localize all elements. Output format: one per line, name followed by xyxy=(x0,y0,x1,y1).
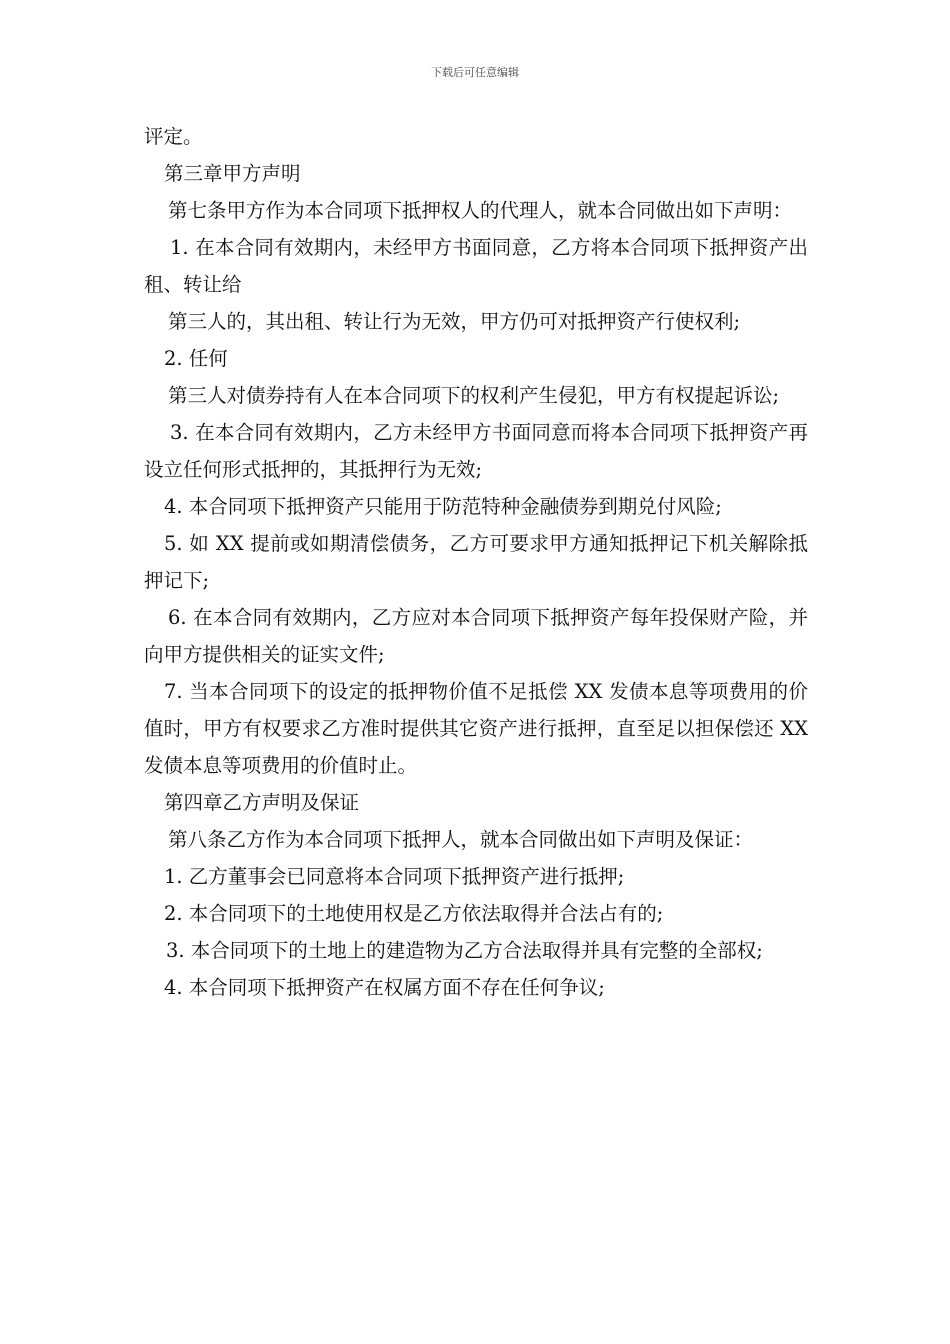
document-body xyxy=(144,118,808,1006)
paragraph: 第三人的，其出租、转让行为无效，甲方仍可对抵押资产行使权利; xyxy=(168,310,741,333)
list-item: 6. 在本合同有效期内，乙方应对本合同项下抵押资产每年投保财产险，并向甲方提供相关的证实文件; xyxy=(144,606,808,666)
list-item: 1. 乙方董事会已同意将本合同项下抵押资产进行抵押; xyxy=(164,865,625,888)
article-paragraph: 第八条乙方作为本合同项下抵押人，就本合同做出如下声明及保证： xyxy=(168,828,754,851)
list-item: 4. 本合同项下抵押资产在权属方面不存在任何争议; xyxy=(164,976,605,999)
list-item: 3. 本合同项下的土地上的建造物为乙方合法取得并具有完整的全部权; xyxy=(166,939,763,962)
chapter-heading: 第三章甲方声明 xyxy=(164,162,301,185)
list-item: 4. 本合同项下抵押资产只能用于防范特种金融债券到期兑付风险; xyxy=(164,495,722,518)
paragraph: 第三人对债券持有人在本合同项下的权利产生侵犯，甲方有权提起诉讼; xyxy=(168,384,780,407)
chapter-heading: 第四章乙方声明及保证 xyxy=(164,791,360,814)
list-item: 3. 在本合同有效期内，乙方未经甲方书面同意而将本合同项下抵押资产再设立任何形式抵押的，其抵押行为无效; xyxy=(144,421,808,481)
list-item: 1. 在本合同有效期内，未经甲方书面同意，乙方将本合同项下抵押资产出租、转让给 xyxy=(144,236,808,296)
list-item: 5. 如 XX 提前或如期清偿债务，乙方可要求甲方通知抵押记下机关解除抵押记下; xyxy=(144,532,808,592)
paragraph: 评定。 xyxy=(144,125,203,148)
list-item: 2. 本合同项下的土地使用权是乙方依法取得并合法占有的; xyxy=(164,902,664,925)
list-item: 2. 任何 xyxy=(164,347,228,370)
article-paragraph: 第七条甲方作为本合同项下抵押权人的代理人，就本合同做出如下声明： xyxy=(168,199,793,222)
page-header: 下载后可任意编辑 xyxy=(431,66,519,79)
list-item: 7. 当本合同项下的设定的抵押物价值不足抵偿 XX 发债本息等项费用的价值时，甲方有权要求乙方准时提供其它资产进行抵押，直至足以担保偿还 XX 发债本息等项费用的价值时止。 xyxy=(144,680,808,777)
